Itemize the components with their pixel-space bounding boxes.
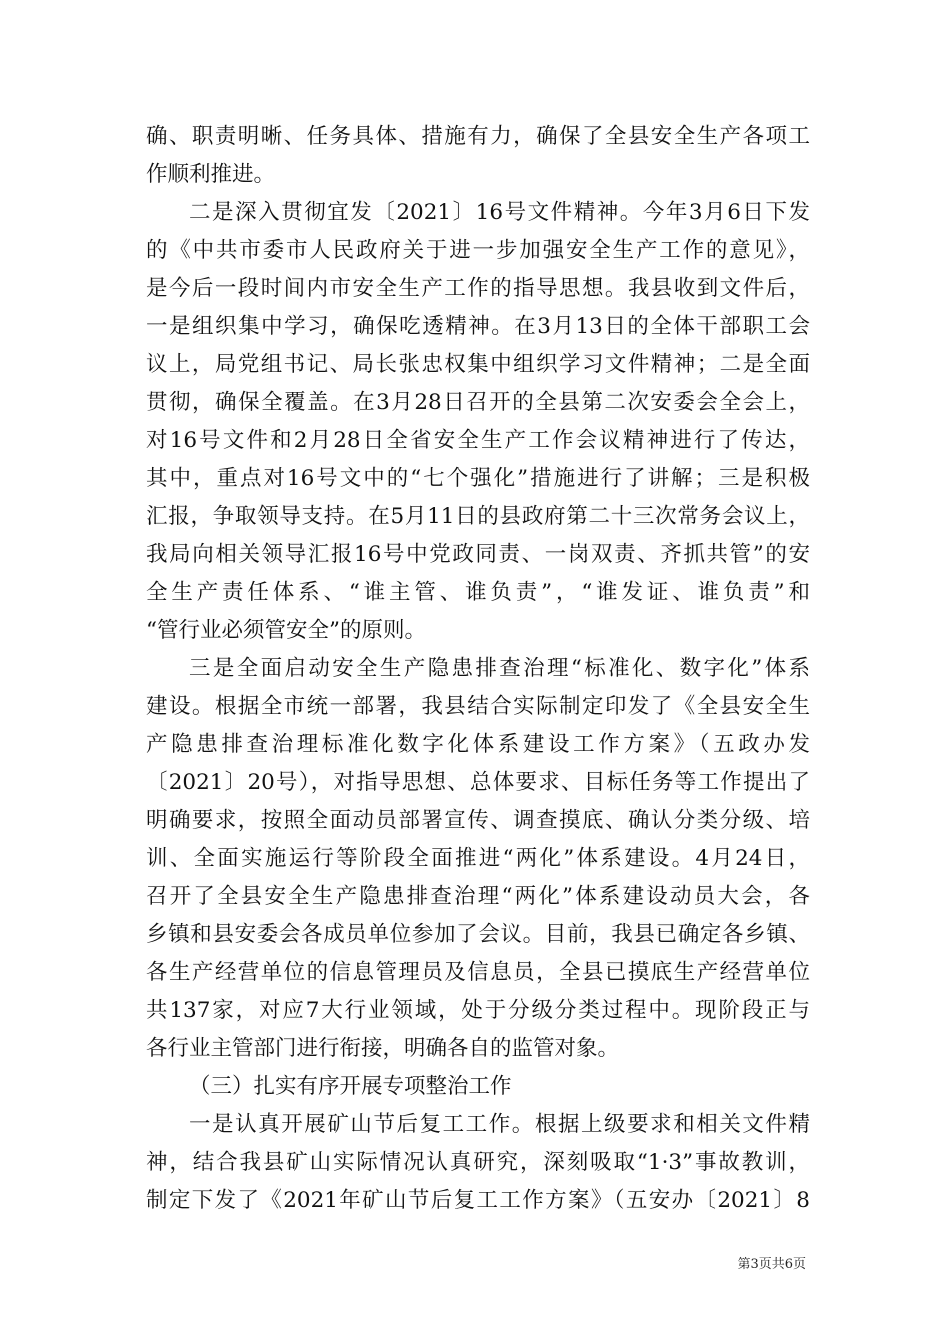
text-line: 我局向相关领导汇报16号中党政同责、一岗双责、齐抓共管”的安 — [146, 542, 810, 567]
text-line: 制定下发了《2021年矿山节后复工工作方案》（五安办〔2021〕8 — [146, 1188, 810, 1213]
text-line: 确、职责明晰、任务具体、措施有力，确保了全县安全生产各项工 — [146, 124, 810, 149]
text-line: 作顺利推进。 — [146, 162, 276, 187]
page-footer: 第3页共6页 — [737, 1257, 806, 1272]
text-line: 其中，重点对16号文中的“七个强化”措施进行了讲解；三是积极 — [146, 466, 810, 491]
text-line: 的《中共市委市人民政府关于进一步加强安全生产工作的意见》， — [146, 238, 810, 263]
text-line: 产隐患排查治理标准化数字化体系建设工作方案》（五政办发 — [146, 732, 810, 757]
text-line: 对16号文件和2月28日全省安全生产工作会议精神进行了传达， — [146, 428, 810, 453]
text-line: 二是深入贯彻宜发〔2021〕16号文件精神。今年3月6日下发 — [189, 200, 810, 225]
text-line: 全生产责任体系、“谁主管、谁负责”，“谁发证、谁负责”和 — [146, 580, 810, 605]
text-line: 共137家，对应7大行业领域，处于分级分类过程中。现阶段正与 — [146, 998, 810, 1023]
text-line: 一是组织集中学习，确保吃透精神。在3月13日的全体干部职工会 — [146, 314, 810, 339]
text-line: 乡镇和县安委会各成员单位参加了会议。目前，我县已确定各乡镇、 — [146, 922, 810, 947]
text-line: 汇报，争取领导支持。在5月11日的县政府第二十三次常务会议上， — [146, 504, 810, 529]
text-line: 训、全面实施运行等阶段全面推进“两化”体系建设。4月24日， — [146, 846, 810, 871]
text-line: 〔2021〕20号），对指导思想、总体要求、目标任务等工作提出了 — [146, 770, 810, 795]
text-line: 一是认真开展矿山节后复工工作。根据上级要求和相关文件精 — [189, 1112, 810, 1137]
text-line: 各生产经营单位的信息管理员及信息员，全县已摸底生产经营单位 — [146, 960, 810, 985]
text-line: 议上，局党组书记、局长张忠权集中组织学习文件精神；二是全面 — [146, 352, 810, 377]
text-line: 建设。根据全市统一部署，我县结合实际制定印发了《全县安全生 — [146, 694, 810, 719]
text-line: 召开了全县安全生产隐患排查治理“两化”体系建设动员大会，各 — [146, 884, 810, 909]
text-line: 明确要求，按照全面动员部署宣传、调查摸底、确认分类分级、培 — [146, 808, 810, 833]
text-line: 是今后一段时间内市安全生产工作的指导思想。我县收到文件后， — [146, 276, 810, 301]
text-line: 各行业主管部门进行衔接，明确各自的监管对象。 — [146, 1036, 620, 1061]
text-line: “管行业必须管安全”的原则。 — [146, 618, 426, 643]
text-line: （三）扎实有序开展专项整治工作 — [189, 1074, 512, 1099]
text-line: 贯彻，确保全覆盖。在3月28日召开的全县第二次安委会全会上， — [146, 390, 810, 415]
document-body — [146, 118, 810, 1220]
text-line: 神，结合我县矿山实际情况认真研究，深刻吸取“1·3”事故教训， — [146, 1150, 810, 1175]
text-line: 三是全面启动安全生产隐患排查治理“标准化、数字化”体系 — [189, 656, 810, 681]
